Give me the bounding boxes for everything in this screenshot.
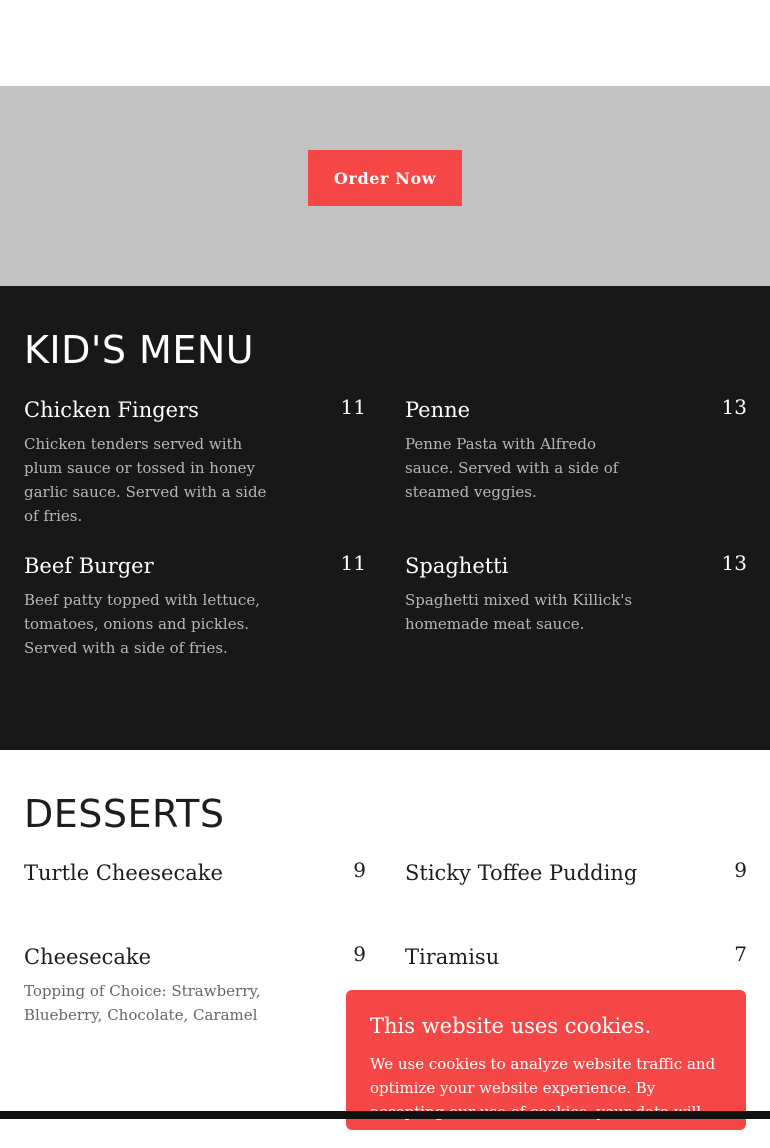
item-price: 7 xyxy=(734,942,747,966)
item-name: Chicken Fingers xyxy=(24,398,199,422)
cookie-banner-title: This website uses cookies. xyxy=(370,1014,652,1038)
item-price: 13 xyxy=(721,395,747,419)
item-name: Spaghetti xyxy=(405,554,509,578)
item-name: Turtle Cheesecake xyxy=(24,861,223,885)
top-blank-area xyxy=(0,0,770,86)
item-description: Spaghetti mixed with Killick's homemade meat sauce. xyxy=(405,591,633,633)
item-price: 9 xyxy=(353,942,366,966)
item-name: Cheesecake xyxy=(24,945,152,969)
bottom-bar xyxy=(0,1111,770,1119)
item-price: 13 xyxy=(721,551,747,575)
item-price: 9 xyxy=(734,858,747,882)
item-name: Sticky Toffee Pudding xyxy=(405,861,638,885)
item-description: Penne Pasta with Alfredo sauce. Served with a side of steamed veggies. xyxy=(405,435,619,501)
cookie-banner xyxy=(346,990,746,1145)
section-title-kids-menu: KID'S MENU xyxy=(24,328,255,372)
order-section xyxy=(0,86,770,286)
kids-menu-section xyxy=(0,286,770,750)
cookie-banner-text: We use cookies to analyze website traffic and optimize your website experience. By be aggregated with all xyxy=(370,1055,716,1145)
item-description: Chicken tenders served with plum sauce or tossed in honey garlic sauce. Served with a side of fries. xyxy=(24,435,267,525)
item-price: 9 xyxy=(353,858,366,882)
item-price: 11 xyxy=(340,395,366,419)
item-description: Topping of Choice: Strawberry, Blueberry, Chocolate, Caramel xyxy=(24,982,261,1024)
item-description: Beef patty topped with lettuce, tomatoes, onions and pickles. Served with a side of fries. xyxy=(24,591,260,657)
item-name: Beef Burger xyxy=(24,554,154,578)
item-price: 11 xyxy=(340,551,366,575)
item-name: Penne xyxy=(405,398,471,422)
section-title-desserts: DESSERTS xyxy=(24,792,225,836)
item-name: Tiramisu xyxy=(405,945,500,969)
order-now-button[interactable]: Order Now xyxy=(308,150,462,206)
